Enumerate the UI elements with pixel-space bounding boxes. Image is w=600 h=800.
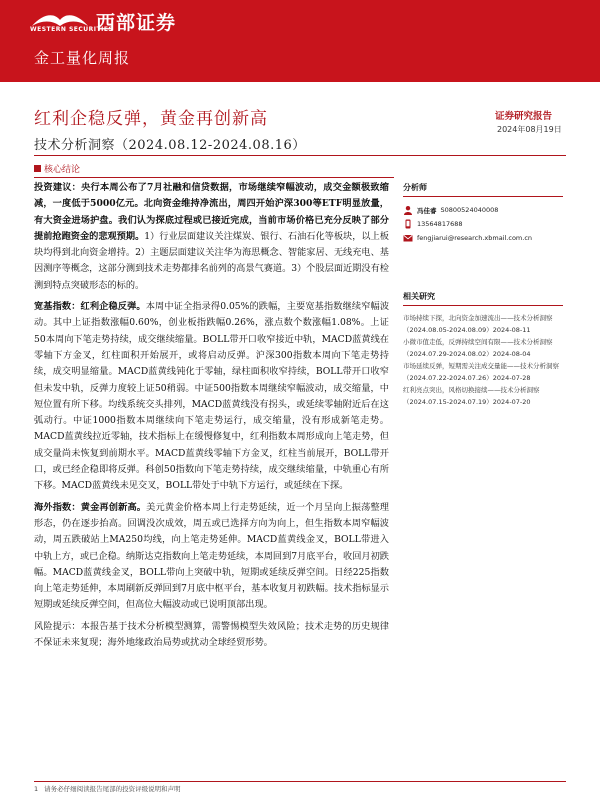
person-icon [403,205,413,215]
main-content [34,180,389,651]
related-research-section [403,289,563,408]
analyst-phone-row [403,217,563,231]
related-research-item[interactable]: 市场持续下探，北向资金加速流出——技术分析洞察（2024.08.05-2024.08.09）2024-08-11 [403,314,553,334]
page-number: 1 [34,785,39,793]
analyst-email[interactable]: fengjiarui@research.xbmail.com.cn [417,234,533,242]
report-date: 2024年08月19日 [497,125,562,134]
report-subtitle: 技术分析洞察（2024.08.12-2024.08.16） [34,138,306,153]
analyst-email-row[interactable] [403,231,563,245]
analyst-certificate: S0800524040008 [440,206,499,214]
report-series-title: 金工量化周报 [34,49,131,67]
header-banner [0,0,600,82]
logo-english-name: WESTERN SECURITIES [30,26,114,33]
sidebar [403,180,563,408]
broad-index-paragraph [34,299,389,495]
overseas-index-label: 海外指数：黄金再创新高。 [34,501,147,513]
broad-index-text: 本周中证全指录得0.05%的跌幅，主要宽基指数继续窄幅波动。其中上证指数涨幅0.60%，创业板指跌幅0.26%，涨点数个数涨幅1.08%。上证50本周向下笔走势持续，成交继续缩量。BOLL带开口收窄接近中轨，MACD蓝黄线在零轴下方金叉，红柱面积开始展开，或将启动反弹。沪深300指数本周向下笔走势持续，成交明显缩量。MACD蓝黄线钝化于零轴，绿柱面积收窄持续，BOLL带开口收窄但未发中轨，反弹力度较上证50稍弱。中证500指数本周继续窄幅波动，成交缩量，中短位置有所下移。均线系统交头排列，MACD蓝黄线没有拐头，或延续零轴附近后在这弧动行。中证1000指数本周继续向下笔走势运行，成交缩量，没有形成新笔走势。MACD蓝黄线拉近零轴，技术指标上在缓慢修复中，红利指数本周形成向上笔走势，但成交量尚未恢复到前期水平。MACD蓝黄线零轴下方金叉，红柱当前展开，BOLL带开口，或已经企稳即将反弹。科创50指数向下笔走势持续，成交继续缩量，中轨重心有所下移。MACD蓝黄线未见交叉，BOLL带处于中轨下方运行，或延续在下探。 [34,301,390,492]
risk-warning-paragraph: 风险提示：本报告基于技术分析模型测算，需警惕模型失效风险；技术走势的历史规律不保证未来复现；海外地缘政治局势或扰动全球经贸形势。 [34,620,389,649]
broad-index-label: 宽基指数：红利企稳反弹。 [34,301,146,313]
analyst-phone: 13564817688 [417,220,463,228]
analyst-heading: 分析师 [403,180,563,197]
investment-advice-summary: 央行本周公布了7月社融和信贷数据，市场继续窄幅波动，成交金额极致缩减，一度低于5000亿元。北向资金维持净流出，周四开始沪深300等ETF明显放量，有大资金进场护盘。我们认为探底过程或已接近完成，当前市场价格已充分反映了部分提前抢跑资金的悲观预期。 [34,182,389,242]
email-icon [403,233,413,243]
disclaimer-note: 请务必仔细阅读报告尾部的投资评级说明和声明 [44,785,181,793]
investment-advice-label: 投资建议： [34,182,82,193]
investment-advice-detail: 1）行业层面建议关注煤炭、银行、石油石化等板块，以上板块均得到北向资金增持。2）主题层面建议关注华为海思概念、智能家居、无线充电、基因测序等概念，这部分测到技术走势都排名前列的高景气赛道。3）个股层面近期没有检测到特点突破形态的标的。 [34,230,389,291]
overseas-index-text: 美元黄金价格本周上行走势延续，近一个月呈向上振荡整理形态，仍在逐步抬高。回调没次成效，周五或已选择方向为向上，但生指数本周窄幅波动，周五跌破站上MA250均线，向上笔走势延伸。MACD蓝黄线金叉，BOLL带进入中轨上方，或已企稳。纳斯达克指数向上笔走势延续，本周回到7月底平台，收回月初跌幅。MACD蓝黄线金叉，BOLL带向上突破中轨，短期或延续反弹空间。日经225指数向上笔走势延伸，本周刷新反弹回到7月底中枢平台，基本收复月初跌幅。技术指标显示短期或延续反弹空间，但高位大幅波动或已说明顶部出现。 [34,501,389,611]
related-research-list [403,312,563,408]
related-research-item[interactable]: 红利亮点突出，风格切换接续——技术分析洞察（2024.07.15-2024.07.19）2024-07-20 [403,386,540,406]
footer-divider [34,781,566,782]
overseas-index-paragraph [34,500,389,614]
analyst-name: 冯佳睿 [417,206,437,215]
header-divider [34,155,566,156]
analyst-name-row [403,203,563,217]
related-research-heading: 相关研究 [403,289,563,306]
logo-chinese-name: 西部证券 [96,12,177,34]
footer [34,784,181,793]
section-marker-icon [34,165,41,172]
phone-icon [403,219,413,229]
report-type-label: 证券研究报告 [495,111,553,122]
section-divider [34,177,394,178]
related-research-item[interactable]: 市场延续反弹，短期需关注成交量能——技术分析洞察（2024.07.22-2024.07.26）2024-07-28 [403,362,559,382]
related-research-item[interactable]: 小微市值走低，反弹持续空间有限——技术分析洞察（2024.07.29-2024.08.02）2024-08-04 [403,338,553,358]
investment-advice-paragraph [34,180,389,294]
report-title: 红利企稳反弹，黄金再创新高 [34,109,268,129]
core-conclusion-heading: 核心结论 [34,162,80,175]
